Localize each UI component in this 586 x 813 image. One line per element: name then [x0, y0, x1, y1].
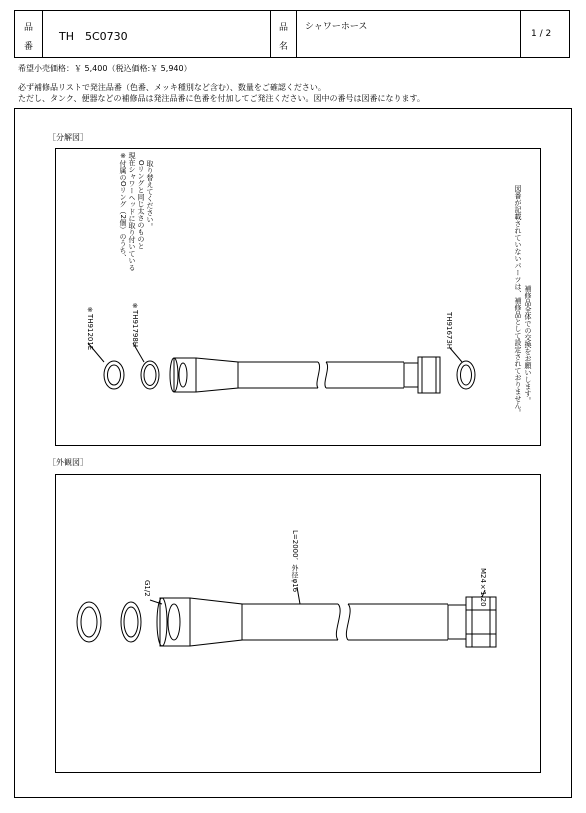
- oring-note-line-1: ※付属のOリング（2個）のうち、: [119, 152, 127, 261]
- exploded-oring-3: [457, 361, 475, 389]
- exploded-oring-2: [141, 361, 159, 389]
- external-hose-fitting: [157, 598, 338, 646]
- thread-label: G1/2: [143, 580, 151, 597]
- part-no-label-1: 品: [24, 23, 34, 33]
- oring-note-line-4: 取り替えてください。: [146, 160, 154, 230]
- part-label-th91673h: TH91673H: [445, 312, 453, 350]
- unlisted-parts-note-2: 補修品全体での交換をお願いします。: [524, 285, 532, 404]
- exploded-hose-break: [317, 362, 328, 388]
- part-number: TH 5C0730: [59, 30, 128, 43]
- nut-label: M24×1.20: [479, 568, 487, 607]
- external-hose-end: [348, 597, 496, 647]
- unlisted-parts-note-1: 図番が記載されていないパーツは、補修品として設定されておりません。: [514, 185, 522, 416]
- part-label-th91798h: ※TH91798H: [131, 302, 139, 348]
- length-label: L=2000、外径φ16: [291, 530, 299, 593]
- exploded-title: ［分解図］: [48, 133, 88, 142]
- external-oring-1: [77, 602, 101, 642]
- exploded-oring-1: [104, 361, 124, 389]
- oring-note-line-3: Oリングと同じ太さのものと: [137, 160, 145, 250]
- page-number: 1 / 2: [531, 29, 552, 39]
- external-hose-break: [336, 604, 350, 640]
- oring-note-line-2: 現在シャワーヘッドに取り付いている: [128, 152, 136, 271]
- part-no-label-2: 番: [24, 42, 34, 52]
- part-name: シャワーホース: [305, 22, 368, 32]
- exploded-hose-fitting: [170, 358, 318, 392]
- external-title: ［外観図］: [48, 458, 88, 467]
- note-line-1: 必ず補修品リストで発注品番（色番、メッキ種別など含む）、数量をご確認ください。: [18, 83, 326, 92]
- exploded-hose-end: [326, 357, 440, 393]
- part-name-label-2: 名: [279, 42, 289, 52]
- part-name-label-1: 品: [279, 23, 289, 33]
- external-oring-2: [121, 602, 141, 642]
- part-label-th91201e: ※TH91201E: [86, 306, 94, 351]
- price-line: 希望小売価格：￥ 5,400（税込価格:￥ 5,940）: [18, 64, 192, 73]
- note-line-2: ただし、タンク、便器などの補修品は発注品番に色番を付加してご発注ください。図中の番号は図番になります。: [18, 94, 425, 103]
